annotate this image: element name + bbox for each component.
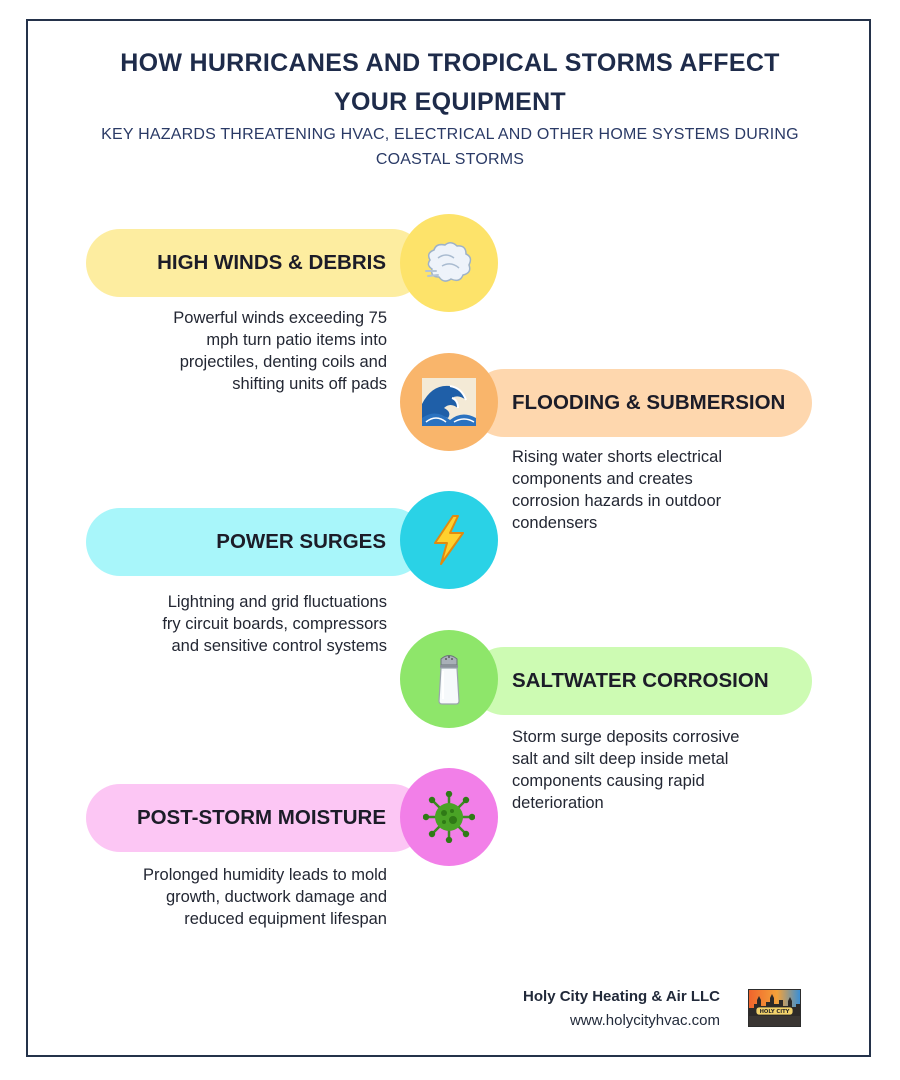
hazard-description-post-storm-moisture	[92, 864, 387, 930]
wind-face-icon	[424, 238, 474, 288]
hazard-heading: POST-STORM MOISTURE	[136, 806, 386, 829]
website-link[interactable]: www.holycityhvac.com	[569, 1012, 720, 1029]
description-line: reduced equipment lifespan	[184, 910, 387, 928]
hazard-circle-flooding	[400, 353, 498, 451]
title-line-1: HOW HURRICANES AND TROPICAL STORMS AFFECT	[120, 49, 780, 77]
hazard-heading: SALTWATER CORROSION	[512, 669, 769, 692]
hazard-circle-power-surges	[400, 491, 498, 589]
hazard-pill-saltwater-corrosion	[470, 647, 812, 715]
logo-text: HOLY CITY	[759, 1009, 790, 1015]
description-line: components and creates	[512, 470, 693, 488]
description-line: Prolonged humidity leads to mold	[143, 866, 387, 884]
description-line: salt and silt deep inside metal	[512, 750, 729, 768]
description-line: Storm surge deposits corrosive	[512, 728, 740, 746]
subtitle-line-1: KEY HAZARDS THREATENING HVAC, ELECTRICAL AND OTHER HOME SYSTEMS DURING	[101, 126, 799, 143]
lightning-icon	[431, 515, 467, 565]
description-line: fry circuit boards, compressors	[162, 615, 387, 633]
hazard-description-saltwater-corrosion	[512, 726, 792, 814]
hazard-description-power-surges	[92, 591, 387, 657]
description-line: and sensitive control systems	[171, 637, 387, 655]
hazard-pill-flooding	[470, 369, 812, 437]
description-line: shifting units off pads	[232, 375, 387, 393]
description-line: projectiles, denting coils and	[179, 353, 387, 371]
hazard-pill-power-surges	[86, 508, 426, 576]
hazard-pill-high-winds	[86, 229, 426, 297]
description-line: corrosion hazards in outdoor	[512, 492, 722, 510]
hazard-circle-high-winds	[400, 214, 498, 312]
page-subtitle	[60, 122, 840, 172]
hazard-circle-saltwater-corrosion	[400, 630, 498, 728]
wave-icon	[422, 378, 476, 426]
description-line: mph turn patio items into	[206, 331, 387, 349]
hazard-heading: HIGH WINDS & DEBRIS	[157, 251, 386, 274]
hazard-description-flooding	[512, 446, 792, 534]
description-line: Powerful winds exceeding 75	[173, 309, 387, 327]
subtitle-line-2: COASTAL STORMS	[375, 151, 525, 168]
description-line: Rising water shorts electrical	[512, 448, 722, 466]
hazard-heading: POWER SURGES	[216, 530, 386, 553]
description-line: condensers	[512, 514, 598, 532]
salt-shaker-icon	[435, 653, 463, 705]
microbe-icon	[423, 791, 475, 843]
hazard-circle-post-storm-moisture	[400, 768, 498, 866]
hazard-description-high-winds	[92, 307, 387, 395]
company-name: Holy City Heating & Air LLC	[523, 988, 720, 1005]
page-title	[60, 44, 840, 122]
title-line-2: YOUR EQUIPMENT	[334, 88, 566, 116]
description-line: Lightning and grid fluctuations	[167, 593, 387, 611]
description-line: deterioration	[512, 794, 604, 812]
description-line: components causing rapid	[512, 772, 705, 790]
company-logo	[748, 989, 801, 1027]
hazard-heading: FLOODING & SUBMERSION	[512, 391, 786, 414]
hazard-pill-post-storm-moisture	[86, 784, 426, 852]
description-line: growth, ductwork damage and	[165, 888, 387, 906]
